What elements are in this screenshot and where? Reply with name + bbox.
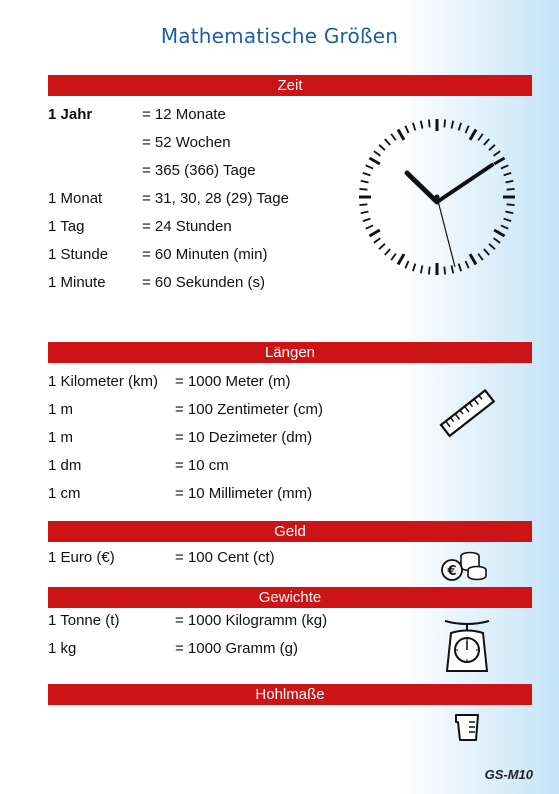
unit-value: = 12 Monate <box>142 106 226 123</box>
unit-label: 1 m <box>48 401 74 418</box>
unit-label: 1 Stunde <box>48 246 109 263</box>
unit-value: = 100 Zentimeter (cm) <box>175 401 323 418</box>
clock-tick <box>369 230 379 236</box>
unit-value: = 60 Sekunden (s) <box>142 274 265 291</box>
section-header-gewichte: Gewichte <box>48 587 532 608</box>
unit-value: = 1000 Kilogramm (kg) <box>175 612 328 629</box>
unit-value: = 1000 Meter (m) <box>175 373 291 390</box>
clock-tick <box>385 139 390 145</box>
clock-tick <box>444 119 445 127</box>
clock-tick <box>501 165 508 168</box>
clock-tick <box>366 165 373 168</box>
clock-tick <box>366 225 373 228</box>
clock-tick <box>391 134 396 140</box>
clock-tick <box>398 129 404 139</box>
clock-tick <box>459 264 461 272</box>
clock-tick <box>507 204 515 205</box>
scale-icon <box>441 613 493 673</box>
unit-value: = 100 Cent (ct) <box>175 549 275 566</box>
unit-label: 1 Monat <box>48 190 103 207</box>
clock-tick <box>504 173 512 175</box>
clock-tick <box>478 254 483 260</box>
unit-label: 1 Minute <box>48 274 106 291</box>
clock-tick <box>385 249 390 255</box>
clock-tick <box>465 261 468 268</box>
clock-tick <box>494 158 504 164</box>
clock-tick <box>444 267 445 275</box>
clock-tick <box>369 158 379 164</box>
clock-tick <box>359 189 367 190</box>
ruler-icon <box>436 383 500 445</box>
unit-value: = 1000 Gramm (g) <box>175 640 298 657</box>
clock-tick <box>379 244 385 249</box>
clock-tick <box>379 145 385 150</box>
unit-label: 1 Kilometer (km) <box>48 373 159 390</box>
clock-tick <box>505 181 513 183</box>
clock-tick <box>452 121 454 129</box>
unit-value: = 365 (366) Tage <box>142 162 256 179</box>
clock-tick <box>374 238 380 243</box>
clock-tick <box>452 265 454 273</box>
unit-label: 1 kg <box>48 640 77 657</box>
unit-label: 1 dm <box>48 457 82 474</box>
measuring-cup-icon <box>452 712 482 742</box>
clock-tick <box>470 129 476 139</box>
clock-tick <box>363 219 371 221</box>
clock-tick <box>359 204 367 205</box>
euro-symbol: € <box>447 564 457 579</box>
unit-label: 1 m <box>48 429 74 446</box>
unit-label: 1 cm <box>48 485 81 502</box>
clock-tick <box>501 225 508 228</box>
clock-tick <box>374 151 380 156</box>
clock-tick <box>489 145 495 150</box>
clock-tick <box>504 219 512 221</box>
clock-tick <box>413 264 415 272</box>
clock-tick <box>361 212 369 214</box>
clock-tick <box>405 261 408 268</box>
clock-tick <box>398 254 404 264</box>
clock-tick <box>421 265 423 273</box>
section-header-zeit: Zeit <box>48 75 532 96</box>
clock-tick <box>465 126 468 133</box>
unit-value: = 24 Stunden <box>142 218 232 235</box>
document-code: GS-M10 <box>484 767 533 782</box>
clock-tick <box>494 230 504 236</box>
clock-tick <box>484 139 489 145</box>
unit-label: 1 Jahr <box>48 106 93 123</box>
clock-tick <box>361 181 369 183</box>
unit-value: = 60 Minuten (min) <box>142 246 268 263</box>
section-header-hohlmasse: Hohlmaße <box>48 684 532 705</box>
clock-tick <box>494 238 500 243</box>
clock-tick <box>470 254 476 264</box>
coins-icon <box>440 548 488 582</box>
clock-tick <box>405 126 408 133</box>
clock-tick <box>484 249 489 255</box>
unit-value: = 31, 30, 28 (29) Tage <box>142 190 289 207</box>
clock-tick <box>391 254 396 260</box>
clock-tick <box>421 121 423 129</box>
unit-label: 1 Tag <box>48 218 85 235</box>
clock-tick <box>363 173 371 175</box>
clock-tick <box>429 267 430 275</box>
clock-icon <box>352 105 522 275</box>
unit-label: 1 Euro (€) <box>48 549 115 566</box>
clock-tick <box>489 244 495 249</box>
section-header-laengen: Längen <box>48 342 532 363</box>
clock-tick <box>505 212 513 214</box>
unit-value: = 10 cm <box>175 457 229 474</box>
clock-tick <box>413 123 415 131</box>
section-header-geld: Geld <box>48 521 532 542</box>
clock-tick <box>459 123 461 131</box>
unit-label: 1 Tonne (t) <box>48 612 120 629</box>
clock-tick <box>507 189 515 190</box>
clock-tick <box>429 119 430 127</box>
unit-value: = 10 Millimeter (mm) <box>175 485 313 502</box>
page-title: Mathematische Größen <box>160 24 399 48</box>
unit-value: = 52 Wochen <box>142 134 231 151</box>
unit-value: = 10 Dezimeter (dm) <box>175 429 313 446</box>
clock-tick <box>494 151 500 156</box>
clock-tick <box>478 134 483 140</box>
